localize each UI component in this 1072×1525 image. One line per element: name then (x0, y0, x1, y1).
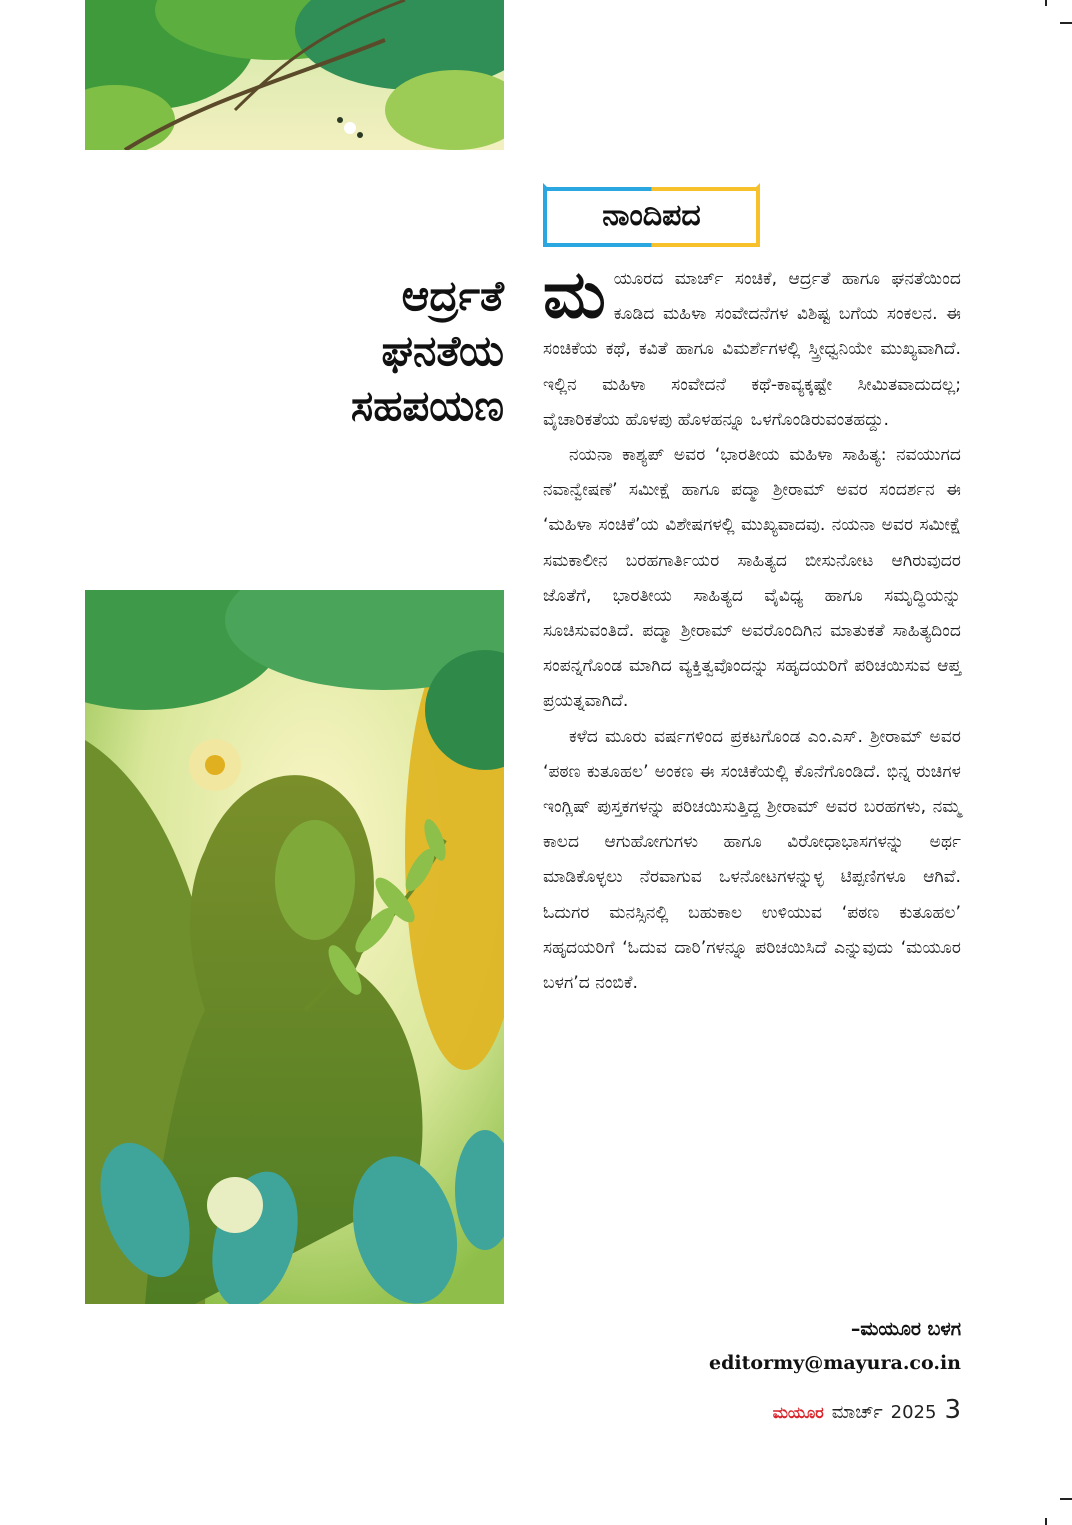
section-label: ನಾಂದಿಪದ (602, 197, 701, 233)
headline (204, 268, 504, 433)
byline: –ಮಯೂರ ಬಳಗ (850, 1318, 961, 1340)
issue-year: 2025 (890, 1402, 937, 1423)
crop-mark (1060, 1498, 1072, 1500)
issue-month: ಮಾರ್ಚ್ (831, 1402, 883, 1423)
article-paragraph: ನಯನಾ ಕಾಶ್ಯಪ್ ಅವರ ‘ಭಾರತೀಯ ಮಹಿಳಾ ಸಾಹಿತ್ಯ: ನವಯುಗದ ನವಾನ್ವೇಷಣೆ’ ಸಮೀಕ್ಷೆ ಹಾಗೂ ಪದ್ಮಾ ಶ್ರೀರಾಮ್ ಅವರ ಸಂದರ್ಶನ ಈ ‘ಮಹಿಳಾ ಸಂಚಿಕೆ’ಯ ವಿಶೇಷಗಳಲ್ಲಿ ಮುಖ್ಯವಾದವು. ನಯನಾ ಅವರ ಸಮೀಕ್ಷೆ ಸಮಕಾಲೀನ ಬರಹಗಾರ್ತಿಯರ ಸಾಹಿತ್ಯದ ಬೀಸುನೋಟ ಆಗಿರುವುದರ ಜೊತೆಗೆ, ಭಾರತೀಯ ಸಾಹಿತ್ಯದ ವೈವಿಧ್ಯ ಹಾಗೂ ಸಮೃದ್ಧಿಯನ್ನು ಸೂಚಿಸುವಂತಿದೆ. ಪದ್ಮಾ ಶ್ರೀರಾಮ್ ಅವರೊಂದಿಗಿನ ಮಾತುಕತೆ ಸಾಹಿತ್ಯದಿಂದ ಸಂಪನ್ನಗೊಂಡ ಮಾಗಿದ ವ್ಯಕ್ತಿತ್ವವೊಂದನ್ನು ಸಹೃದಯರಿಗೆ ಪರಿಚಯಿಸುವ ಆಪ್ತ ಪ್ರಯತ್ನವಾಗಿದೆ. (543, 445, 961, 712)
editor-email: editormy@mayura.co.in (709, 1352, 961, 1374)
drop-cap: ಮ (543, 256, 606, 333)
crop-mark (1045, 0, 1047, 6)
article-paragraph: ಕಳೆದ ಮೂರು ವರ್ಷಗಳಿಂದ ಪ್ರಕಟಗೊಂಡ ಎಂ.ಎಸ್. ಶ್ರೀರಾಮ್ ಅವರ ‘ಪಠಣ ಕುತೂಹಲ’ ಅಂಕಣ ಈ ಸಂಚಿಕೆಯಲ್ಲಿ ಕೊನೆಗೊಂಡಿದೆ. ಭಿನ್ನ ರುಚಿಗಳ ಇಂಗ್ಲಿಷ್ ಪುಸ್ತಕಗಳನ್ನು ಪರಿಚಯಿಸುತ್ತಿದ್ದ ಶ್ರೀರಾಮ್ ಅವರ ಬರಹಗಳು, ನಮ್ಮ ಕಾಲದ ಆಗುಹೋಗುಗಳು ಹಾಗೂ ವಿರೋಧಾಭಾಸಗಳನ್ನು ಅರ್ಥ ಮಾಡಿಕೊಳ್ಳಲು ನೆರವಾಗುವ ಒಳನೋಟಗಳನ್ನುಳ್ಳ ಟಿಪ್ಪಣಿಗಳೂ ಆಗಿವೆ. ಓದುಗರ ಮನಸ್ಸಿನಲ್ಲಿ ಬಹುಕಾಲ ಉಳಿಯುವ ‘ಪಠಣ ಕುತೂಹಲ’ ಸಹೃದಯರಿಗೆ ‘ಓದುವ ದಾರಿ’ಗಳನ್ನೂ ಪರಿಚಯಿಸಿದೆ ಎನ್ನುವುದು ‘ಮಯೂರ ಬಳಗ’ದ ನಂಬಿಕೆ. (543, 726, 961, 994)
section-label-box (543, 183, 760, 247)
article-paragraph (543, 256, 961, 438)
magazine-brand: ಮಯೂರ (772, 1403, 824, 1422)
headline-line: ಘನತೆಯ (381, 326, 504, 375)
page-number: 3 (944, 1395, 961, 1425)
article-body (543, 256, 961, 1001)
headline-line: ಆರ್ದ್ರತೆ (401, 271, 504, 320)
page-footer (773, 1395, 961, 1425)
headline-line: ಸಹಪಯಣ (350, 381, 504, 430)
crop-mark (1045, 1518, 1047, 1525)
paragraph-text: ಯೂರದ ಮಾರ್ಚ್ ಸಂಚಿಕೆ, ಆರ್ದ್ರತೆ ಹಾಗೂ ಘನತೆಯಿಂದ ಕೂಡಿದ ಮಹಿಳಾ ಸಂವೇದನೆಗಳ ವಿಶಿಷ್ಟ ಬಗೆಯ ಸಂಕಲನ. ಈ ಸಂಚಿಕೆಯ ಕಥೆ, ಕವಿತೆ ಹಾಗೂ ವಿಮರ್ಶೆಗಳಲ್ಲಿ ಸ್ತ್ರೀಧ್ವನಿಯೇ ಮುಖ್ಯವಾಗಿದೆ. ಇಲ್ಲಿನ ಮಹಿಳಾ ಸಂವೇದನೆ ಕಥೆ-ಕಾವ್ಯಕ್ಕಷ್ಟೇ ಸೀಮಿತವಾದುದಲ್ಲ; ವೈಚಾರಿಕತೆಯ ಹೊಳಪು ಹೊಳಹನ್ನೂ ಒಳಗೊಂಡಿರುವಂತಹದ್ದು. (543, 269, 961, 430)
woman-with-leaves-illustration (85, 590, 504, 1304)
crop-mark (1060, 22, 1072, 24)
top-forest-illustration (85, 0, 504, 150)
